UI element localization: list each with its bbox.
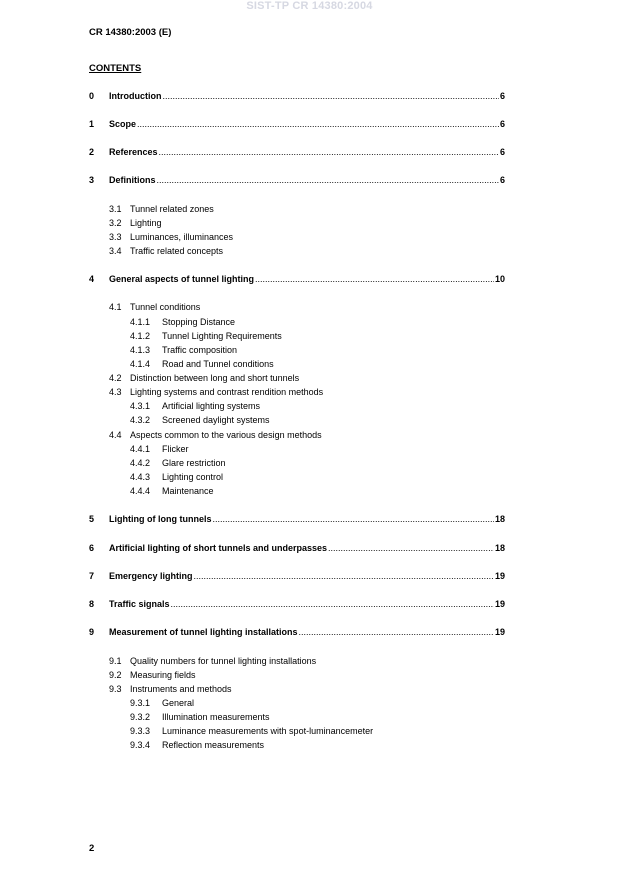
toc-entry-page: 6	[499, 119, 505, 129]
subentry-number: 4.4.4	[130, 486, 151, 496]
subentry-number: 4.1	[109, 302, 122, 312]
subentry-title: Traffic related concepts	[130, 246, 224, 256]
toc-entry-title: Artificial lighting of short tunnels and underpasses	[109, 543, 328, 553]
subentry-title: Illumination measurements	[162, 712, 270, 722]
subentry-number: 3.1	[109, 204, 122, 214]
toc-entry-measurement[interactable]	[89, 627, 505, 639]
toc-entry-traffic-signals[interactable]	[89, 599, 505, 611]
subentry-title: Maintenance	[162, 486, 214, 496]
toc-entry-introduction[interactable]	[89, 91, 505, 103]
toc-entry-title: Scope	[109, 119, 137, 129]
subentry-number: 4.1.3	[130, 345, 151, 355]
subentry-number: 9.3.2	[130, 712, 151, 722]
toc-entry-page: 19	[494, 571, 505, 581]
subentry-number: 3.2	[109, 218, 122, 228]
toc-subentry-9-3-2[interactable]	[130, 712, 270, 722]
toc-entry-references[interactable]	[89, 147, 505, 159]
subentry-title: General	[162, 698, 195, 708]
toc-subentry-4-4-1[interactable]	[130, 444, 189, 454]
toc-entry-emergency-lighting[interactable]	[89, 571, 505, 583]
subentry-number: 4.1.2	[130, 331, 151, 341]
subentry-title: Measuring fields	[130, 670, 196, 680]
dot-leader	[194, 571, 494, 581]
subentry-title: Glare restriction	[162, 458, 226, 468]
toc-subentry-4-4[interactable]	[109, 430, 322, 440]
dot-leader	[328, 543, 494, 553]
toc-subentry-4-3-2[interactable]	[130, 415, 270, 425]
subentry-number: 4.4	[109, 430, 122, 440]
subentry-number: 9.3	[109, 684, 122, 694]
toc-entry-number: 6	[89, 543, 95, 553]
toc-subentry-3-2[interactable]	[109, 218, 162, 228]
subentry-title: Tunnel related zones	[130, 204, 214, 214]
toc-entry-page: 19	[494, 627, 505, 637]
subentry-title: Traffic composition	[162, 345, 238, 355]
toc-entry-number: 1	[89, 119, 95, 129]
toc-entry-title: Definitions	[109, 175, 156, 185]
dot-leader	[137, 119, 499, 129]
toc-subentry-9-3-4[interactable]	[130, 740, 264, 750]
toc-subentry-4-3[interactable]	[109, 387, 323, 397]
toc-subentry-4-2[interactable]	[109, 373, 299, 383]
subentry-number: 9.1	[109, 656, 122, 666]
toc-entry-long-tunnels[interactable]	[89, 514, 505, 526]
toc-subentry-3-1[interactable]	[109, 204, 214, 214]
toc-subentry-3-3[interactable]	[109, 232, 233, 242]
dot-leader	[163, 91, 499, 101]
page-number: 2	[89, 843, 95, 854]
toc-subentry-4-1[interactable]	[109, 302, 200, 312]
toc-entry-page: 6	[499, 175, 505, 185]
subentry-title: Tunnel Lighting Requirements	[162, 331, 282, 341]
toc-entry-general-aspects[interactable]	[89, 274, 505, 286]
toc-entry-number: 0	[89, 91, 95, 101]
toc-entry-title: Lighting of long tunnels	[109, 514, 212, 524]
dot-leader	[212, 514, 494, 524]
watermark: SIST-TP CR 14380:2004	[246, 0, 373, 12]
subentry-title: Artificial lighting systems	[162, 401, 261, 411]
subentry-number: 9.3.3	[130, 726, 151, 736]
toc-entry-page: 18	[494, 543, 505, 553]
subentry-title: Lighting control	[162, 472, 224, 482]
subentry-title: Lighting	[130, 218, 162, 228]
subentry-title: Instruments and methods	[130, 684, 232, 694]
toc-subentry-4-4-3[interactable]	[130, 472, 223, 482]
subentry-number: 4.1.1	[130, 317, 151, 327]
toc-entry-number: 3	[89, 175, 95, 185]
toc-entry-number: 2	[89, 147, 95, 157]
toc-entry-title: Traffic signals	[109, 599, 170, 609]
subentry-title: Aspects common to the various design methods	[130, 430, 322, 440]
toc-subentry-9-1[interactable]	[109, 656, 316, 666]
subentry-number: 4.4.2	[130, 458, 151, 468]
toc-entry-number: 9	[89, 627, 95, 637]
subentry-number: 4.1.4	[130, 359, 151, 369]
subentry-title: Lighting systems and contrast rendition methods	[130, 387, 324, 397]
toc-entry-page: 6	[499, 91, 505, 101]
document-id: CR 14380:2003 (E)	[89, 27, 172, 38]
toc-entry-short-tunnels[interactable]	[89, 543, 505, 555]
subentry-title: Road and Tunnel conditions	[162, 359, 274, 369]
subentry-number: 4.3.2	[130, 415, 151, 425]
subentry-number: 3.3	[109, 232, 122, 242]
dot-leader	[157, 175, 499, 185]
subentry-number: 9.3.1	[130, 698, 151, 708]
toc-subentry-3-4[interactable]	[109, 246, 223, 256]
subentry-title: Distinction between long and short tunnels	[130, 373, 300, 383]
contents-title: CONTENTS	[89, 63, 142, 74]
subentry-title: Luminances, illuminances	[130, 232, 234, 242]
subentry-title: Luminance measurements with spot-luminancemeter	[162, 726, 374, 736]
subentry-number: 3.4	[109, 246, 122, 256]
toc-subentry-9-3[interactable]	[109, 684, 232, 694]
subentry-title: Tunnel conditions	[130, 302, 201, 312]
toc-subentry-4-1-4[interactable]	[130, 359, 274, 369]
subentry-number: 9.2	[109, 670, 122, 680]
toc-subentry-9-3-3[interactable]	[130, 726, 373, 736]
toc-entry-page: 19	[494, 599, 505, 609]
toc-entry-title: Introduction	[109, 91, 162, 101]
toc-subentry-4-1-1[interactable]	[130, 317, 235, 327]
toc-entry-number: 8	[89, 599, 95, 609]
toc-entry-number: 4	[89, 274, 95, 284]
toc-subentry-4-3-1[interactable]	[130, 401, 260, 411]
toc-entry-title: Measurement of tunnel lighting installations	[109, 627, 298, 637]
subentry-number: 4.2	[109, 373, 122, 383]
subentry-number: 4.3	[109, 387, 122, 397]
toc-entry-page: 6	[499, 147, 505, 157]
toc-subentry-4-1-2[interactable]	[130, 331, 282, 341]
subentry-number: 4.3.1	[130, 401, 151, 411]
subentry-title: Stopping Distance	[162, 317, 236, 327]
toc-entry-number: 7	[89, 571, 95, 581]
toc-entry-title: General aspects of tunnel lighting	[109, 274, 255, 284]
subentry-title: Flicker	[162, 444, 189, 454]
subentry-number: 9.3.4	[130, 740, 151, 750]
dot-leader	[171, 599, 494, 609]
subentry-title: Screened daylight systems	[162, 415, 270, 425]
toc-subentry-4-1-3[interactable]	[130, 345, 237, 355]
toc-entry-page: 18	[494, 514, 505, 524]
toc-entry-scope[interactable]	[89, 119, 505, 131]
toc-entry-number: 5	[89, 514, 95, 524]
toc-subentry-4-4-4[interactable]	[130, 486, 214, 496]
subentry-title: Quality numbers for tunnel lighting installations	[130, 656, 317, 666]
subentry-number: 4.4.3	[130, 472, 151, 482]
toc-entry-title: Emergency lighting	[109, 571, 193, 581]
toc-entry-title: References	[109, 147, 158, 157]
toc-entry-page: 10	[494, 274, 505, 284]
dot-leader	[159, 147, 499, 157]
toc-subentry-4-4-2[interactable]	[130, 458, 226, 468]
toc-entry-definitions[interactable]	[89, 175, 505, 187]
dot-leader	[299, 627, 494, 637]
subentry-title: Reflection measurements	[162, 740, 265, 750]
toc-subentry-9-3-1[interactable]	[130, 698, 194, 708]
toc-subentry-9-2[interactable]	[109, 670, 196, 680]
subentry-number: 4.4.1	[130, 444, 151, 454]
dot-leader	[255, 274, 494, 284]
